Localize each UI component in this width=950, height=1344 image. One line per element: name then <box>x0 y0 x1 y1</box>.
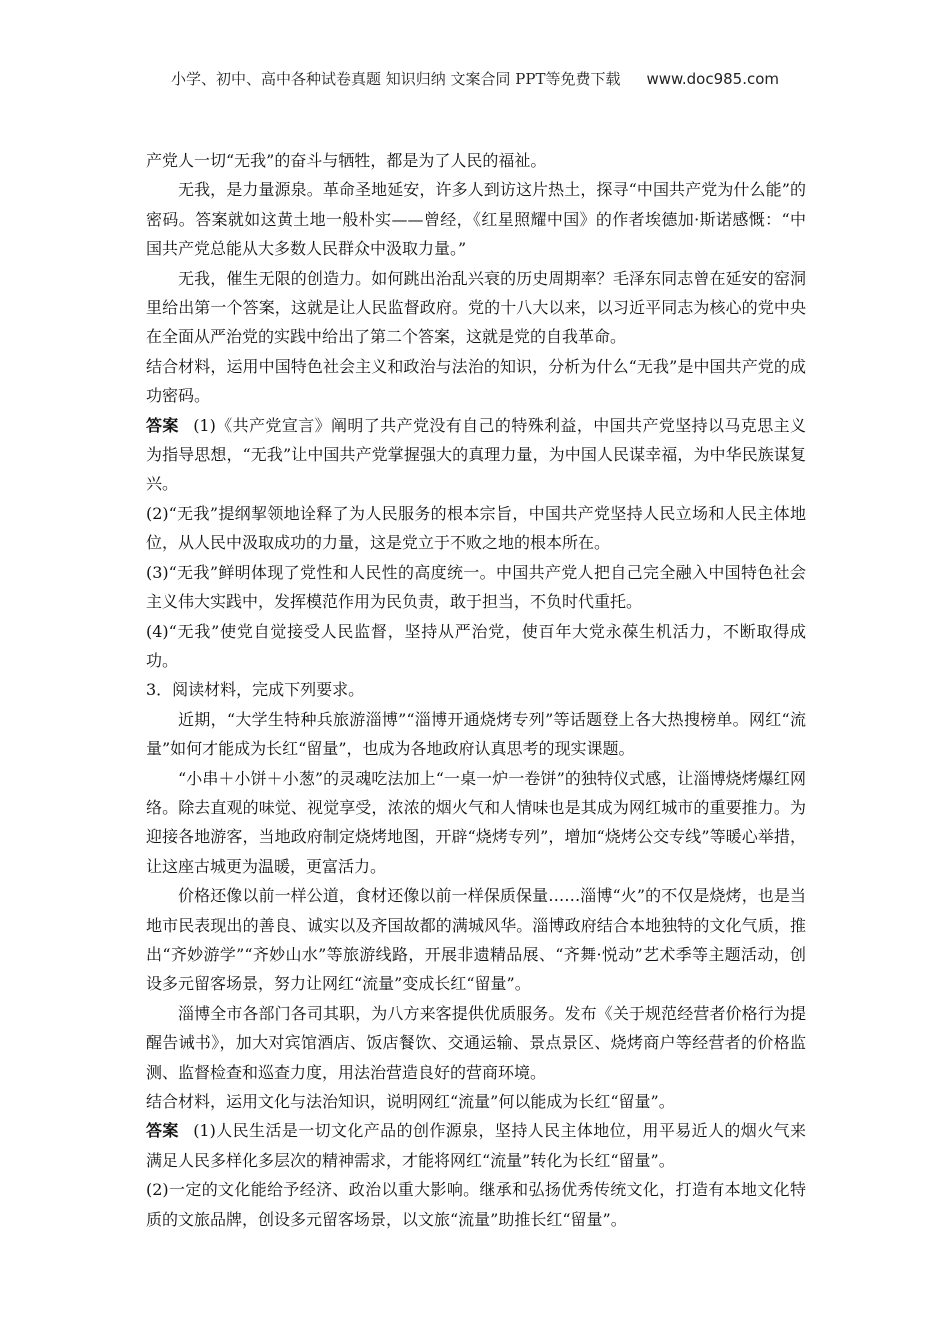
material-paragraph: 价格还像以前一样公道，食材还像以前一样保质保量……淄博“火”的不仅是烧烤，也是当地市民表现出的善良、诚实以及齐国故都的满城风华。淄博政府结合本地独特的文化气质，推出“齐妙游学”“齐妙山水”等旅游线路，开展非遗精品展、“齐舞·悦动”艺术季等主题活动，创设多元留客场景，努力让网红“流量”变成长红“留量”。 <box>146 886 806 994</box>
answer-paragraph: (2)“无我”提纲挈领地诠释了为人民服务的根本宗旨，中国共产党坚持人民立场和人民主体地位，从人民中汲取成功的力量，这是党立于不败之地的根本所在。 <box>146 503 806 553</box>
material-paragraph: 产党人一切“无我”的奋斗与牺牲，都是为了人民的福祉。 <box>146 151 547 170</box>
answer-paragraph <box>146 1116 806 1175</box>
material-paragraph: 近期，“大学生特种兵旅游淄博”“淄博开通烧烤专列”等话题登上各大热搜榜单。网红“流量”如何才能成为长红“留量”，也成为各地政府认真思考的现实课题。 <box>146 709 806 759</box>
header-site-link[interactable]: www.doc985.com <box>646 70 780 88</box>
header-text: 小学、初中、高中各种试卷真题 知识归纳 文案合同 PPT等免费下载 <box>170 70 621 88</box>
answer-paragraph: (2)一定的文化能给予经济、政治以重大影响。继承和弘扬优秀传统文化，打造有本地文化特质的文旅品牌，创设多元留客场景，以文旅“流量”助推长红“留量”。 <box>146 1180 806 1229</box>
question-title: 3．阅读材料，完成下列要求。 <box>146 680 365 700</box>
answer-text: (1)人民生活是一切文化产品的创作源泉，坚持人民主体地位，用平易近人的烟火气来满足人民多样化多层次的精神需求，才能将网红“流量”转化为长红“留量”。 <box>146 1121 806 1170</box>
answer-label: 答案 <box>146 1121 179 1141</box>
material-paragraph: “小串＋小饼＋小葱”的灵魂吃法加上“一桌一炉一卷饼”的独特仪式感，让淄博烧烤爆红网络。除去直观的味觉、视觉享受，浓浓的烟火气和人情味也是其成为网红城市的重要推力。为迎接各地游客，当地政府制定烧烤地图，开辟“烧烤专列”，增加“烧烤公交专线”等暖心举措，让这座古城更为温暖，更富活力。 <box>146 768 806 876</box>
material-paragraph: 淄博全市各部门各司其职，为八方来客提供优质服务。发布《关于规范经营者价格行为提醒告诫书》，加大对宾馆酒店、饭店餐饮、交通运输、景点景区、烧烤商户等经营者的价格监测、监督检查和巡查力度，用法治营造良好的营商环境。 <box>146 1003 806 1082</box>
material-paragraph: 无我，是力量源泉。革命圣地延安，许多人到访这片热土，探寻“中国共产党为什么能”的密码。答案就如这黄土地一般朴实——曾经，《红星照耀中国》的作者埃德加·斯诺感慨：“中国共产党总能从大多数人民群众中汲取力量。” <box>146 180 806 259</box>
answer-paragraph: (3)“无我”鲜明体现了党性和人民性的高度统一。中国共产党人把自己完全融入中国特色社会主义伟大实践中，发挥模范作用为民负责，敢于担当，不负时代重托。 <box>146 562 806 612</box>
answer-text: (1)《共产党宣言》阐明了共产党没有自己的特殊利益，中国共产党坚持以马克思主义为指导思想，“无我”让中国共产党掌握强大的真理力量，为中国人民谋幸福，为中华民族谋复兴。 <box>146 415 806 494</box>
question-text: 结合材料，运用中国特色社会主义和政治与法治的知识，分析为什么“无我”是中国共产党的成功密码。 <box>146 356 806 406</box>
document-body <box>146 146 806 1234</box>
question-text: 结合材料，运用文化与法治知识，说明网红“流量”何以能成为长红“留量”。 <box>146 1092 675 1111</box>
answer-label: 答案 <box>146 415 179 435</box>
answer-paragraph: (4)“无我”使党自觉接受人民监督，坚持从严治党，使百年大党永葆生机活力，不断取得成功。 <box>146 621 806 670</box>
material-paragraph: 无我，催生无限的创造力。如何跳出治乱兴衰的历史周期率？毛泽东同志曾在延安的窑洞里给出第一个答案，这就是让人民监督政府。党的十八大以来，以习近平同志为核心的党中央在全面从严治党的实践中给出了第二个答案，这就是党的自我革命。 <box>146 268 806 347</box>
answer-paragraph <box>146 411 806 499</box>
page-header <box>0 68 950 89</box>
